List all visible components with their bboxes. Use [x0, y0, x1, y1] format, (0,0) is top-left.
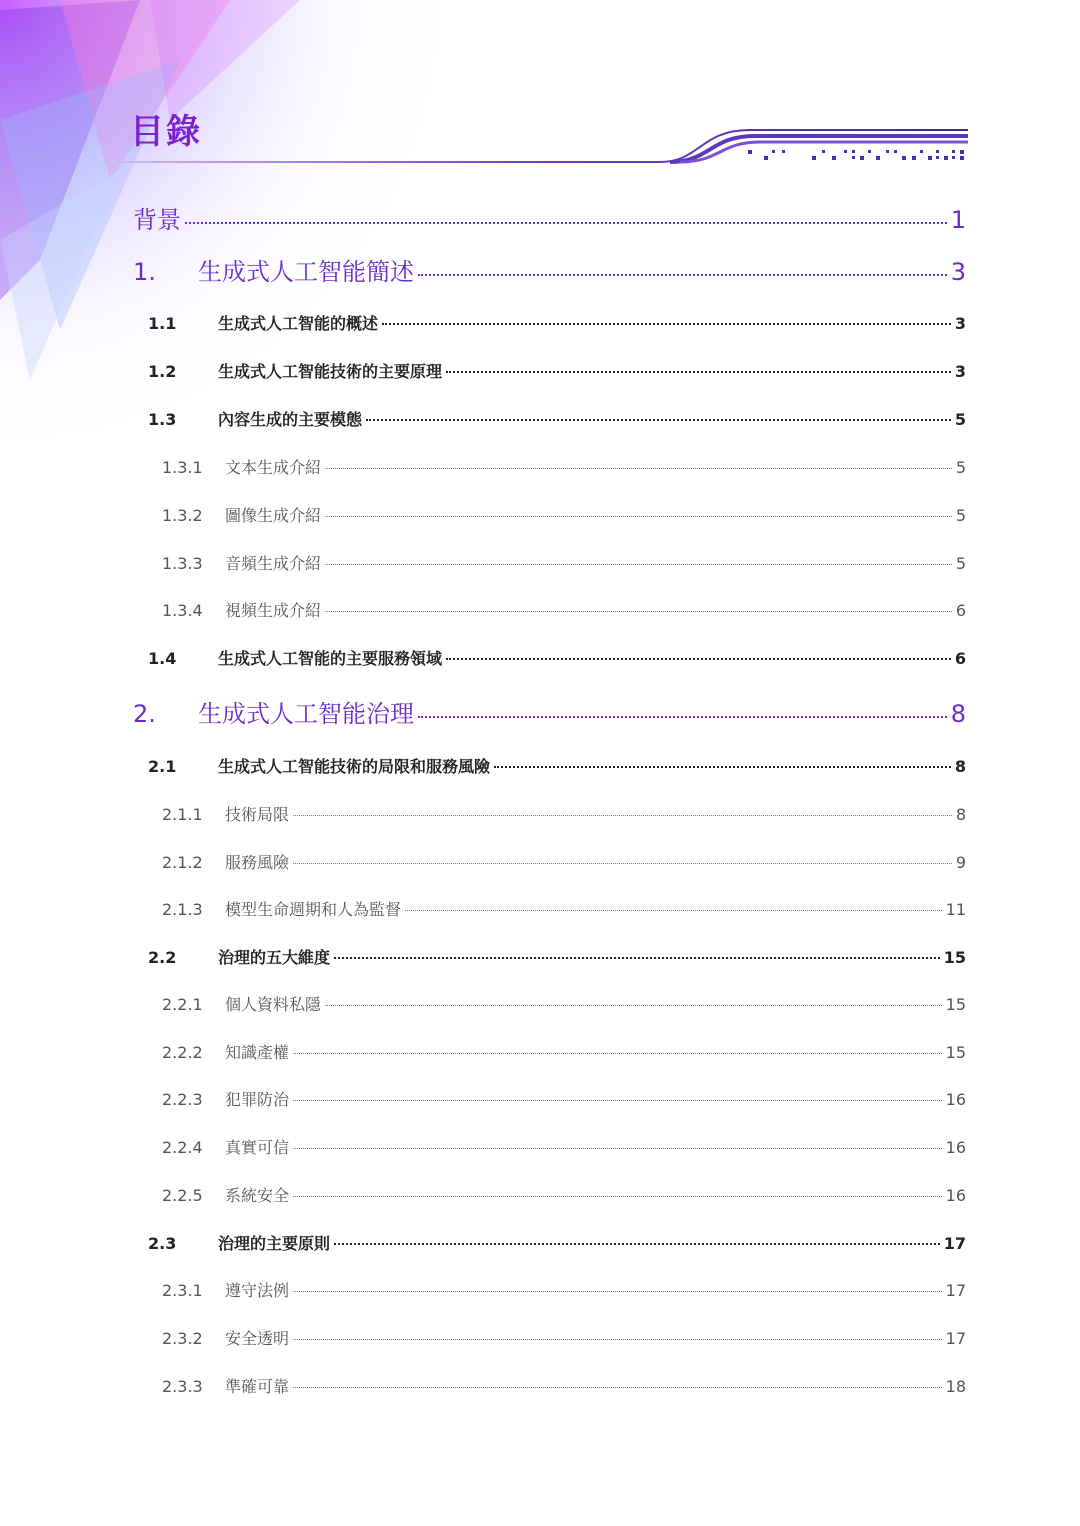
toc-entry-number: 2.2.3 — [162, 1090, 203, 1109]
toc-entry-number: 1.4 — [148, 649, 177, 668]
toc-entry-number: 1.1 — [148, 314, 177, 333]
toc-entry-title: 模型生命週期和人為監督 — [225, 900, 402, 919]
toc-entry-title: 服務風險 — [225, 853, 290, 872]
toc-entry-number: 2.1.3 — [162, 900, 203, 919]
toc-entry-page: 5 — [954, 410, 966, 429]
toc-dot-leader — [293, 1291, 942, 1292]
toc-entry-page: 3 — [954, 314, 966, 333]
toc-dot-leader — [325, 564, 952, 565]
toc-entry-number: 2.3.3 — [162, 1377, 203, 1396]
toc-dot-leader — [334, 1243, 940, 1245]
toc-entry-page: 15 — [943, 948, 966, 967]
toc-entry-title: 遵守法例 — [225, 1281, 290, 1300]
toc-entry-number: 2.3.2 — [162, 1329, 203, 1348]
toc-entry-number: 2.3.1 — [162, 1281, 203, 1300]
toc-entry[interactable] — [162, 850, 966, 873]
toc-entry[interactable] — [162, 1040, 966, 1063]
toc-dot-leader — [334, 957, 940, 959]
toc-dot-leader — [293, 1339, 942, 1340]
toc-entry-title: 生成式人工智能治理 — [198, 700, 414, 728]
toc-entry[interactable] — [162, 1374, 966, 1397]
toc-dot-leader — [446, 658, 951, 660]
toc-entry[interactable] — [133, 694, 966, 729]
toc-dot-leader — [293, 1387, 942, 1388]
toc-entry-page: 17 — [943, 1234, 966, 1253]
toc-entry-page: 16 — [945, 1090, 966, 1109]
toc-entry-page: 5 — [955, 458, 966, 477]
toc-entry-title: 內容生成的主要模態 — [218, 410, 363, 429]
toc-entry[interactable] — [148, 407, 966, 430]
toc-entry-number: 2.3 — [148, 1234, 177, 1253]
toc-entry-page: 9 — [955, 853, 966, 872]
toc-entry-page: 5 — [955, 554, 966, 573]
toc-dot-leader — [382, 323, 951, 325]
toc-dot-leader — [325, 468, 952, 469]
toc-dot-leader — [418, 716, 947, 718]
toc-entry[interactable] — [162, 455, 966, 478]
toc-entry[interactable] — [162, 992, 966, 1015]
toc-entry[interactable] — [162, 1087, 966, 1110]
toc-entry-number: 2.2 — [148, 948, 177, 967]
toc-entry[interactable] — [148, 311, 966, 334]
toc-dot-leader — [293, 1100, 942, 1101]
toc-entry[interactable] — [133, 252, 966, 287]
toc-entry-number: 1. — [133, 258, 156, 286]
toc-entry-number: 2.1 — [148, 757, 177, 776]
toc-entry-title: 音頻生成介紹 — [225, 554, 322, 573]
toc-entry[interactable] — [148, 1231, 966, 1254]
toc-entry-number: 1.3 — [148, 410, 177, 429]
toc-entry-number: 1.3.1 — [162, 458, 203, 477]
toc-entry-title: 知識產權 — [225, 1043, 290, 1062]
toc-dot-leader — [325, 611, 952, 612]
toc-entry-title: 安全透明 — [225, 1329, 290, 1348]
toc-entry[interactable] — [162, 1135, 966, 1158]
toc-entry-number: 2.2.4 — [162, 1138, 203, 1157]
toc-entry-title: 生成式人工智能的概述 — [218, 314, 379, 333]
toc-dot-leader — [293, 1053, 942, 1054]
toc-entry-page: 3 — [954, 362, 966, 381]
header-rule-decoration — [100, 120, 980, 170]
toc-entry-page: 5 — [955, 506, 966, 525]
toc-dot-leader — [418, 274, 947, 276]
toc-entry-page: 6 — [954, 649, 966, 668]
toc-entry-title: 犯罪防治 — [225, 1090, 290, 1109]
toc-entry-title: 個人資料私隱 — [225, 995, 322, 1014]
toc-entry-page: 16 — [945, 1186, 966, 1205]
toc-entry-number: 1.3.3 — [162, 554, 203, 573]
toc-entry-page: 18 — [945, 1377, 966, 1396]
toc-dot-leader — [325, 516, 952, 517]
toc-entry-title: 視頻生成介紹 — [225, 601, 322, 620]
toc-entry-page: 8 — [954, 757, 966, 776]
toc-entry-title: 準確可靠 — [225, 1377, 290, 1396]
toc-entry-page: 6 — [955, 601, 966, 620]
toc-entry-page: 8 — [950, 700, 966, 728]
toc-entry-title: 真實可信 — [225, 1138, 290, 1157]
toc-entry[interactable] — [162, 551, 966, 574]
toc-entry-title: 文本生成介紹 — [225, 458, 322, 477]
toc-dot-leader — [494, 766, 951, 768]
toc-entry-page: 11 — [945, 900, 966, 919]
toc-entry-title: 生成式人工智能技術的主要原理 — [218, 362, 443, 381]
toc-entry-title: 背景 — [133, 206, 181, 234]
toc-entry-number: 2. — [133, 700, 156, 728]
toc-entry[interactable] — [148, 754, 966, 777]
toc-entry-title: 圖像生成介紹 — [225, 506, 322, 525]
toc-entry[interactable] — [162, 1183, 966, 1206]
toc-entry-number: 2.1.2 — [162, 853, 203, 872]
toc-dot-leader — [446, 371, 951, 373]
toc-entry-title: 生成式人工智能簡述 — [198, 258, 414, 286]
toc-entry-number: 2.2.1 — [162, 995, 203, 1014]
toc-entry-title: 系統安全 — [225, 1186, 290, 1205]
toc-entry[interactable] — [162, 897, 966, 920]
toc-entry-page: 16 — [945, 1138, 966, 1157]
toc-entry[interactable] — [162, 503, 966, 526]
toc-entry-page: 15 — [945, 1043, 966, 1062]
page-title: 目錄 — [130, 112, 202, 152]
toc-entry-title: 生成式人工智能的主要服務領域 — [218, 649, 443, 668]
toc-entry-page: 17 — [945, 1329, 966, 1348]
toc-dot-leader — [185, 222, 947, 224]
toc-entry-number: 1.2 — [148, 362, 177, 381]
toc-entry[interactable] — [162, 1326, 966, 1349]
toc-entry[interactable] — [148, 359, 966, 382]
toc-entry[interactable] — [148, 945, 966, 968]
toc-dot-leader — [293, 1148, 942, 1149]
toc-entry-page: 8 — [955, 805, 966, 824]
toc-entry-title: 治理的主要原則 — [218, 1234, 331, 1253]
toc-entry-title: 治理的五大維度 — [218, 948, 331, 967]
toc-dot-leader — [293, 863, 952, 864]
toc-entry[interactable] — [162, 802, 966, 825]
toc-dot-leader — [325, 1005, 942, 1006]
toc-entry[interactable] — [162, 598, 966, 621]
toc-entry-title: 生成式人工智能技術的局限和服務風險 — [218, 757, 491, 776]
toc-entry-page: 15 — [945, 995, 966, 1014]
toc-entry-number: 2.1.1 — [162, 805, 203, 824]
toc-entry[interactable] — [162, 1278, 966, 1301]
toc-dot-leader — [293, 1196, 942, 1197]
toc-entry[interactable] — [133, 200, 966, 235]
toc-dot-leader — [405, 910, 942, 911]
toc-dot-leader — [293, 815, 952, 816]
toc-entry-page: 1 — [950, 206, 966, 234]
toc-entry-page: 17 — [945, 1281, 966, 1300]
toc-entry-title: 技術局限 — [225, 805, 290, 824]
toc-entry-number: 2.2.2 — [162, 1043, 203, 1062]
toc-entry-page: 3 — [950, 258, 966, 286]
toc-entry-number: 1.3.2 — [162, 506, 203, 525]
toc-entry[interactable] — [148, 646, 966, 669]
toc-dot-leader — [366, 419, 951, 421]
toc-entry-number: 1.3.4 — [162, 601, 203, 620]
toc-entry-number: 2.2.5 — [162, 1186, 203, 1205]
